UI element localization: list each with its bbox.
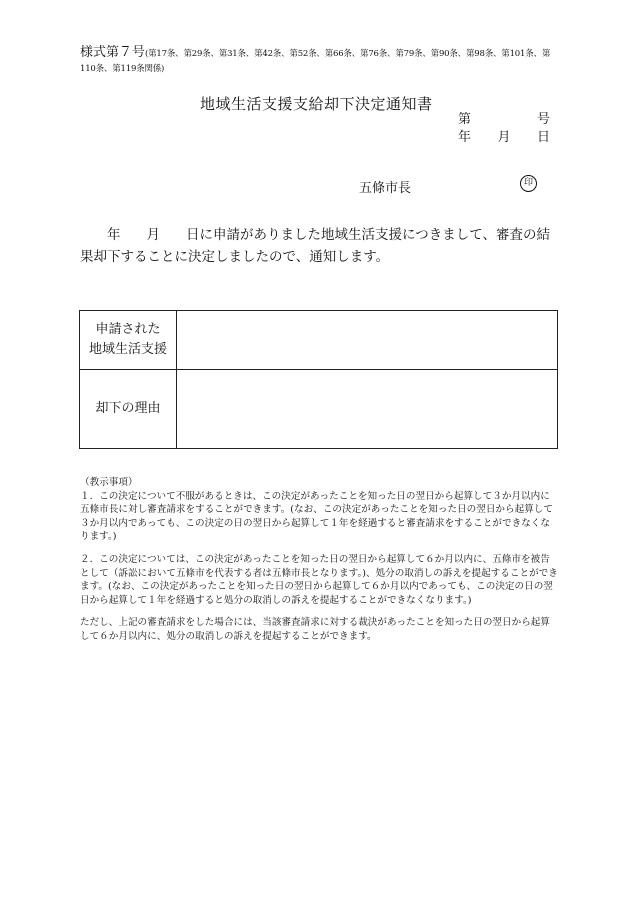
document-number-block <box>458 111 550 147</box>
body-year: 年 <box>107 227 121 243</box>
date-month: 月 <box>497 130 511 145</box>
seal-icon: 印 <box>520 175 537 192</box>
notes-item-1: １．この決定について不服があるときは、この決定があったことを知った日の翌日から起算して３か月以内に五條市長に対し審査請求をすることができます。(なお、この決定があったことを知った日の翌日から起算して３か月以内であっても、この決定の日の翌日から起算して１年を経過すると審査請求をすることができなくなります。) <box>80 490 553 543</box>
notes-item-3: ただし、上記の審査請求をした場合には、当該審査請求に対する裁決があったことを知った日の翌日から起算して６か月以内に、処分の取消しの訴えを提起することができます。 <box>80 617 550 642</box>
date-year: 年 <box>458 130 472 145</box>
reason-value-cell <box>177 370 558 449</box>
application-label-line2: 地域生活支援 <box>88 342 167 357</box>
table-row-reason <box>80 370 558 449</box>
decision-table <box>79 310 558 449</box>
document-title: 地域生活支援支給却下決定通知書 <box>200 95 433 113</box>
application-label-cell <box>80 311 177 370</box>
doc-number-go: 号 <box>536 112 550 127</box>
body-text: 日に申請がありました地域生活支援につきまして、審査の結果却下することに決定しましたので、通知します。 <box>80 227 550 265</box>
reason-label-cell: 却下の理由 <box>80 370 177 449</box>
notes-item-2: ２．この決定については、この決定があったことを知った日の翌日から起算して６か月以内に、五條市を被告として（訴訟において五條市を代表する者は五條市長となります。)、処分の取消しの訴えを提起することができます。(なお、この決定があったことを知った日の翌日から起算して６か月以内であっても、この決定の日の翌日から起算して１年を経過すると処分の取消しの訴えを提起することができなくなります。) <box>80 553 558 606</box>
table-row-application <box>80 311 558 370</box>
form-label: 様式第７号 <box>80 45 146 60</box>
sender-mayor: 五條市長 <box>359 181 412 196</box>
body-month: 月 <box>146 227 160 243</box>
date-day: 日 <box>536 130 550 145</box>
doc-number-dai: 第 <box>458 112 472 127</box>
application-label-line1: 申請された <box>95 322 161 337</box>
notes-heading: （教示事項） <box>80 477 138 488</box>
notice-body <box>80 224 560 268</box>
application-value-cell <box>177 311 558 370</box>
form-number <box>80 46 558 76</box>
form-articles: (第17条、第29条、第31条、第42条、第52条、第66条、第76条、第79条、第90条、第98条、第101条、第110条、第119条関係) <box>80 49 551 74</box>
instruction-notes <box>80 476 558 644</box>
